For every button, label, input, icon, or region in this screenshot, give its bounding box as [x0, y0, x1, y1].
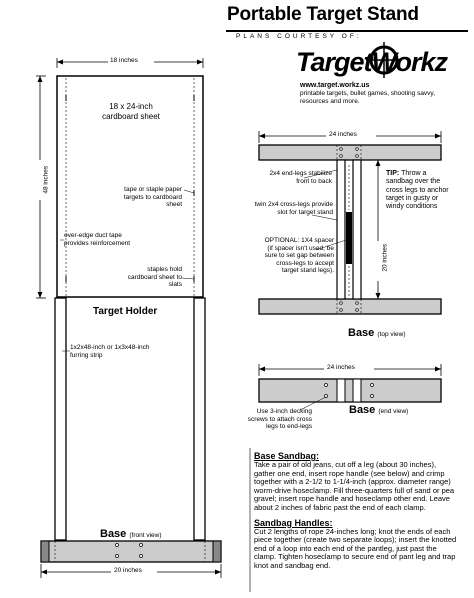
top-depth-label: 20 inches	[381, 243, 389, 272]
front-height-label: 48 inches	[42, 165, 50, 194]
top-end-leg-front	[259, 145, 441, 160]
logo-text: TargetWorkz	[296, 47, 448, 77]
top-cross-leg-left	[337, 160, 345, 299]
end-view-cross-right	[353, 379, 361, 402]
sandbag-text: Take a pair of old jeans, cut off a leg (about 30 inches), gather one end, insert rope handle (see below) and crimp together with a 2-1/2 to 1-1/4-inch (approx. diameter range) worm-drive hoseclamp. Fill three-quarters full of sand or pea gravel; insert rope handle and hoseclamp other end. Leave about 2 inches of fabric past the end of each clamp.	[254, 460, 455, 512]
furring-strip-label: 1x2x48-inch or 1x3x48-inch furring strip	[70, 344, 150, 359]
right-furring-strip	[194, 298, 205, 540]
end-view-cross-left	[337, 379, 345, 402]
front-base-board	[41, 541, 221, 562]
front-base-left-end	[41, 541, 49, 562]
tip-text: Throw a sandbag over the cross legs to anchor target in gusty or windy conditions	[386, 170, 449, 211]
end-legs-label: 2x4 end-legs stabilize front to back	[269, 170, 332, 185]
end-width-label: 24 inches	[327, 364, 355, 371]
end-view-board	[259, 379, 441, 402]
cardboard-sheet-label: 18 x 24-inch cardboard sheet	[102, 102, 160, 121]
handles-text: Cut 2 lengths of rope 24-inches long; knot the ends of each piece together (create two separate loops); insert the knotted end of a loop into each end of the pantleg, just past the clamp. Tighten hoseclamp to secure end of pant leg and trap knot and sandbag end.	[254, 526, 457, 570]
sandbag-heading: Base Sandbag:	[254, 451, 320, 461]
cross-legs-label: twin 2x4 cross-legs provide slot for target stand	[254, 201, 333, 216]
tape-label: tape or staple paper targets to cardboard sheet	[123, 186, 182, 208]
front-width-label: 18 inches	[110, 57, 138, 64]
screws-label: Use 3-inch decking screws to attach cross legs to end-legs	[247, 408, 312, 430]
end-view-title: Base (end view)	[349, 404, 409, 416]
duct-tape-label: over-edge duct tape provides reinforcement	[64, 232, 131, 247]
staples-label: staples hold cardboard sheet to slats	[127, 266, 182, 288]
tip-heading: TIP:	[386, 170, 400, 177]
plans-credit: PLANS COURTESY OF:	[236, 33, 362, 40]
front-base-dim-label: 20 inches	[114, 567, 142, 574]
top-view-title: Base (top view)	[348, 327, 406, 339]
top-width-label: 24 inches	[329, 131, 357, 138]
spacer-label: OPTIONAL: 1X4 spacer (if spacer isn't used, be sure to set gap between cross-legs to accept target stand legs).	[264, 237, 334, 274]
page-title: Portable Target Stand	[227, 4, 419, 25]
top-target-slot	[346, 212, 352, 264]
top-end-leg-back	[259, 299, 441, 314]
handles-heading: Sandbag Handles:	[254, 517, 333, 528]
instructions-notes	[254, 451, 459, 576]
tip-note	[386, 170, 454, 211]
left-furring-strip	[55, 298, 66, 540]
front-base-right-end	[213, 541, 221, 562]
front-base-title: Base (front view)	[100, 528, 162, 540]
logo-tagline: printable targets, bullet games, shooting savvy, resources and more.	[300, 90, 436, 105]
target-holder-title: Target Holder	[93, 306, 158, 317]
website-link[interactable]: www.target.workz.us	[300, 82, 370, 89]
top-cross-leg-right	[353, 160, 361, 299]
